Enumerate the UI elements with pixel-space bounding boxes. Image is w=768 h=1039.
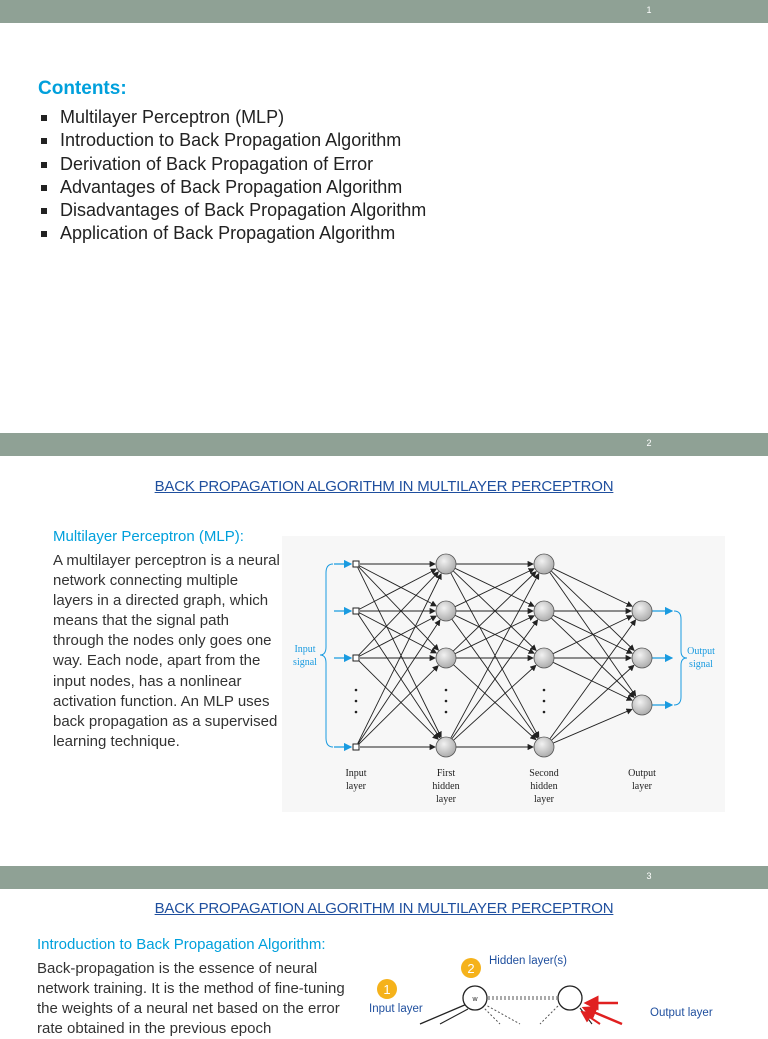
input-node [353, 655, 359, 661]
ellipsis-dot [445, 700, 448, 703]
step-2-badge-text: 2 [467, 961, 475, 976]
output-signal-label: Output signal [687, 646, 715, 670]
synapse-line [551, 665, 633, 740]
weight-label: w [472, 996, 478, 1003]
slide-title: BACK PROPAGATION ALGORITHM IN MULTILAYER PERCEPTRON [154, 478, 614, 495]
neuron [534, 737, 554, 757]
list-item [38, 176, 426, 199]
input-node [353, 608, 359, 614]
list-item [38, 129, 426, 152]
list-item [38, 106, 426, 129]
synapse-line [453, 665, 535, 740]
synapse-line [359, 666, 438, 744]
neuron [534, 648, 554, 668]
first-hidden-layer-label: First hidden layer [432, 768, 460, 805]
mlp-network-diagram [0, 433, 768, 865]
synapse-line [550, 620, 636, 739]
synapse-line [359, 661, 438, 739]
ellipsis-dot [355, 689, 358, 692]
input-layer-label: Input layer [369, 1003, 423, 1015]
hidden-layers-label: Hidden layer(s) [489, 955, 567, 967]
slide-title: BACK PROPAGATION ALGORITHM IN MULTILAYER PERCEPTRON [154, 900, 614, 917]
input-connection [440, 1009, 468, 1024]
contents-list [38, 106, 426, 246]
ellipsis-dot [445, 689, 448, 692]
synapse-line [358, 574, 441, 744]
input-node [353, 561, 359, 567]
synapse-line [553, 709, 632, 743]
slide-2 [0, 433, 768, 865]
neuron [534, 554, 554, 574]
hidden-connection [482, 1006, 500, 1024]
bullet-square-icon [41, 185, 47, 191]
synapse-line [358, 620, 440, 743]
slide-number: 3 [646, 871, 652, 881]
synapse-line [553, 662, 632, 700]
synapse-line [359, 572, 439, 655]
slide-header-bar [0, 0, 768, 23]
neuron [436, 737, 456, 757]
bullet-square-icon [41, 162, 47, 168]
list-item [38, 199, 426, 222]
input-node [353, 744, 359, 750]
synapse-line [360, 569, 437, 609]
hidden-connection [540, 1006, 558, 1024]
slide-number: 2 [646, 438, 652, 448]
neuron [534, 601, 554, 621]
body-paragraph: Back-propagation is the essence of neural network training. It is the method of fine-tuning the weights of a neural net based on the error rate obtained in the previous epoch [37, 960, 345, 1038]
list-item-text: Multilayer Perceptron (MLP) [60, 107, 285, 127]
neuron [436, 601, 456, 621]
synapse-line [358, 568, 441, 738]
list-item-text: Derivation of Back Propagation of Error [60, 153, 374, 174]
input-connection [420, 1004, 467, 1024]
slide-1 [0, 0, 768, 432]
body-paragraph: A multilayer perceptron is a neural network connecting multiple layers in a directed graph, which means that the signal path through the nodes only goes one way. Each node, apart from the input nodes, has a nonlinear activation function. An MLP uses back propagation as a supervised learning technique. [53, 552, 280, 750]
bullet-square-icon [41, 208, 47, 214]
backprop-diagram [360, 946, 768, 1024]
slide-3 [0, 866, 768, 1038]
neuron [632, 601, 652, 621]
list-item-text: Advantages of Back Propagation Algorithm [60, 176, 403, 197]
list-item [38, 222, 426, 245]
hidden-connection [484, 1004, 520, 1024]
neuron [436, 554, 456, 574]
ellipsis-dot [355, 711, 358, 714]
ellipsis-dot [543, 711, 546, 714]
bullet-square-icon [41, 138, 47, 144]
ellipsis-dot [355, 700, 358, 703]
second-hidden-layer-label: Second hidden layer [529, 768, 559, 805]
neuron [436, 648, 456, 668]
input-signal-label: Input signal [293, 644, 317, 668]
bullet-square-icon [41, 231, 47, 237]
section-subheading: Multilayer Perceptron (MLP): [53, 528, 244, 545]
synapse-line [553, 568, 632, 606]
input-layer-label: Input layer [345, 768, 367, 792]
ellipsis-dot [445, 711, 448, 714]
list-item-text: Application of Back Propagation Algorithm [60, 223, 396, 244]
output-layer-label: Output layer [628, 768, 656, 792]
synapse-line [452, 620, 538, 739]
synapse-line [452, 619, 538, 738]
section-subheading: Introduction to Back Propagation Algorithm: [37, 936, 326, 953]
neuron [632, 695, 652, 715]
bullet-square-icon [41, 115, 47, 121]
list-item-text: Introduction to Back Propagation Algorithm [60, 130, 402, 151]
ellipsis-dot [543, 700, 546, 703]
output-layer-label: Output layer [650, 1007, 713, 1019]
slide-number: 1 [646, 5, 652, 15]
neuron [632, 648, 652, 668]
list-item-text: Disadvantages of Back Propagation Algorithm [60, 200, 427, 221]
synapse-line [453, 665, 535, 740]
list-item [38, 153, 426, 176]
contents-title: Contents: [38, 78, 127, 99]
synapse-line [359, 567, 439, 650]
slide-header-bar [0, 866, 768, 889]
ellipsis-dot [543, 689, 546, 692]
hidden-neuron [558, 986, 582, 1010]
step-1-badge-text: 1 [383, 982, 391, 997]
synapse-line [360, 613, 437, 653]
